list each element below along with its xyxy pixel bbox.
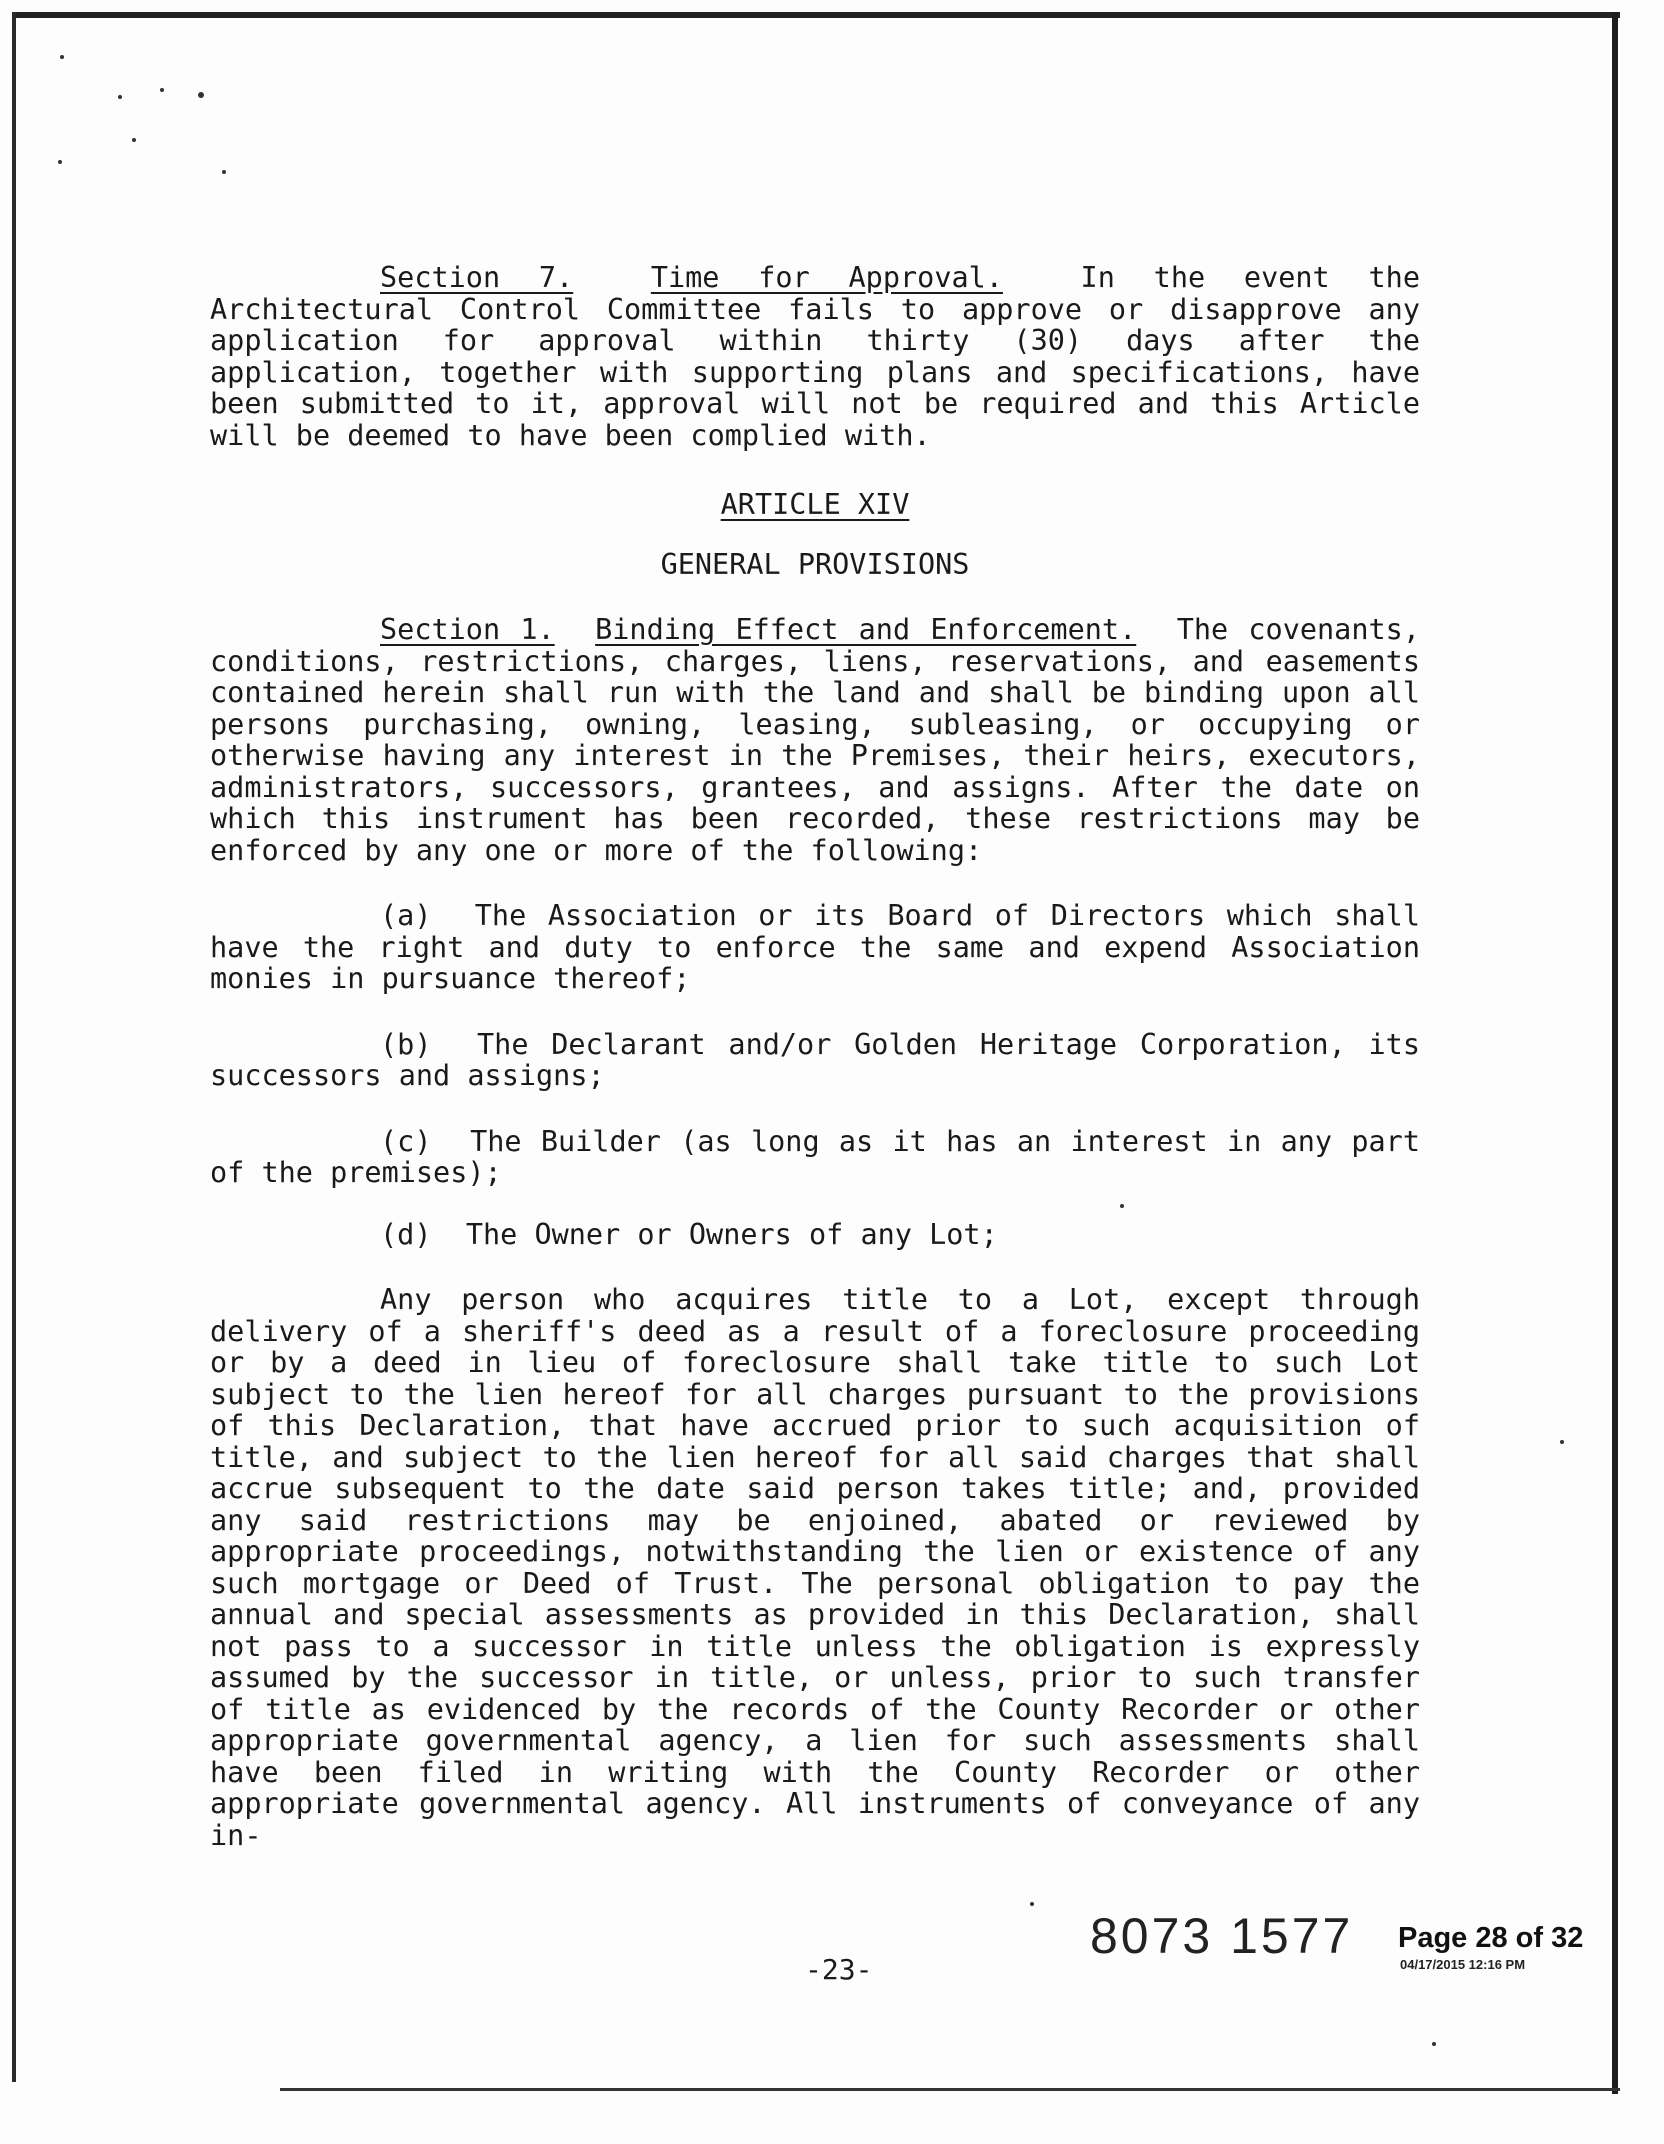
list-item-marker: (d) bbox=[380, 1217, 432, 1251]
article-heading: ARTICLE XIV bbox=[720, 488, 910, 521]
list-item-text: The Owner or Owners of any Lot; bbox=[465, 1217, 998, 1251]
list-item bbox=[210, 900, 1420, 995]
list-item-text: The Builder (as long as it has an interest in any part of the premises); bbox=[210, 1124, 1420, 1189]
closing-paragraph: Any person who acquires title to a Lot, except through delivery of a sheriff's deed as a result of a foreclosure proceeding or by a deed in lieu of foreclosure shall take title to such Lot subject to the lien hereof for all charges pursuant to the provisions of this Declaration, that have accrued prior to such acquisition of title, and subject to the lien hereof for all said charges that shall accrue subsequent to the date said person takes title; and, provided any said restrictions may be enjoined, abated or reviewed by appropriate proceedings, notwithstanding the lien or existence of any such mortgage or Deed of Trust. The personal obligation to pay the annual and special assessments as provided in this Declaration, shall not pass to a successor in title unless the obligation is expressly assumed by the successor in title, or unless, prior to such transfer of title as evidenced by the records of the County Recorder or other appropriate governmental agency, a lien for such assessments shall have been filed in writing with the County Recorder or other appropriate governmental agency. All instruments of conveyance of any in- bbox=[210, 1283, 1420, 1852]
section-7-title: Time for Approval. bbox=[650, 261, 1003, 294]
scan-speck bbox=[1432, 2042, 1436, 2046]
section-7-paragraph bbox=[210, 262, 1420, 451]
list-item-text: The Declarant and/or Golden Heritage Corporation, its successors and assigns; bbox=[210, 1027, 1420, 1092]
list-item-text: The Association or its Board of Directors which shall have the right and duty to enforce the same and expend Association monies in pursuance thereof; bbox=[210, 899, 1420, 995]
recording-number: 8073 1577 bbox=[1090, 1908, 1354, 1964]
list-item-marker: (a) bbox=[380, 899, 432, 932]
list-item bbox=[210, 1219, 1420, 1251]
scan-border-right bbox=[1612, 12, 1618, 2094]
article-subheading: GENERAL PROVISIONS bbox=[660, 547, 970, 581]
timestamp-stamp: 04/17/2015 12:16 PM bbox=[1400, 1957, 1526, 1972]
scan-speck bbox=[60, 55, 64, 59]
document-body bbox=[210, 262, 1420, 1851]
scan-speck bbox=[222, 170, 226, 174]
scan-border-bottom bbox=[280, 2088, 1620, 2091]
scan-speck bbox=[118, 95, 122, 99]
scan-speck bbox=[160, 88, 164, 92]
section-1-body: The covenants, conditions, restrictions, charges, liens, reservations, and easements contained herein shall run with the land and shall be binding upon all persons purchasing, owning, leasing, subleasing, or occupying or otherwise having any interest in the Premises, their heirs, executors, administrators, successors, grantees, and assigns. After the date on which this instrument has been recorded, these restrictions may be enforced by any one or more of the following: bbox=[210, 613, 1420, 867]
scan-speck bbox=[1030, 1902, 1034, 1906]
list-item bbox=[210, 1029, 1420, 1092]
scan-border-top bbox=[14, 12, 1620, 18]
scan-speck bbox=[198, 92, 204, 98]
section-1-paragraph bbox=[210, 614, 1420, 866]
scan-border-left bbox=[12, 12, 16, 2082]
page-of-stamp: Page 28 of 32 bbox=[1398, 1922, 1584, 1954]
page-number: -23- bbox=[805, 1953, 873, 1986]
list-item-marker: (b) bbox=[380, 1027, 432, 1061]
list-item-marker: (c) bbox=[380, 1124, 432, 1158]
section-7-body: In the event the Architectural Control Committee fails to approve or disapprove any application for approval within thirty (30) days after the application, together with supporting plans and specifications, have been submitted to it, approval will not be required and this Article will be deemed to have been complied with. bbox=[210, 261, 1420, 452]
section-1-title: Binding Effect and Enforcement. bbox=[595, 613, 1137, 646]
section-7-label: Section 7. bbox=[380, 261, 574, 294]
scan-speck bbox=[1560, 1440, 1564, 1444]
scan-speck bbox=[132, 138, 136, 142]
section-1-label: Section 1. bbox=[380, 613, 555, 646]
list-item bbox=[210, 1126, 1420, 1189]
scan-speck bbox=[58, 160, 62, 164]
